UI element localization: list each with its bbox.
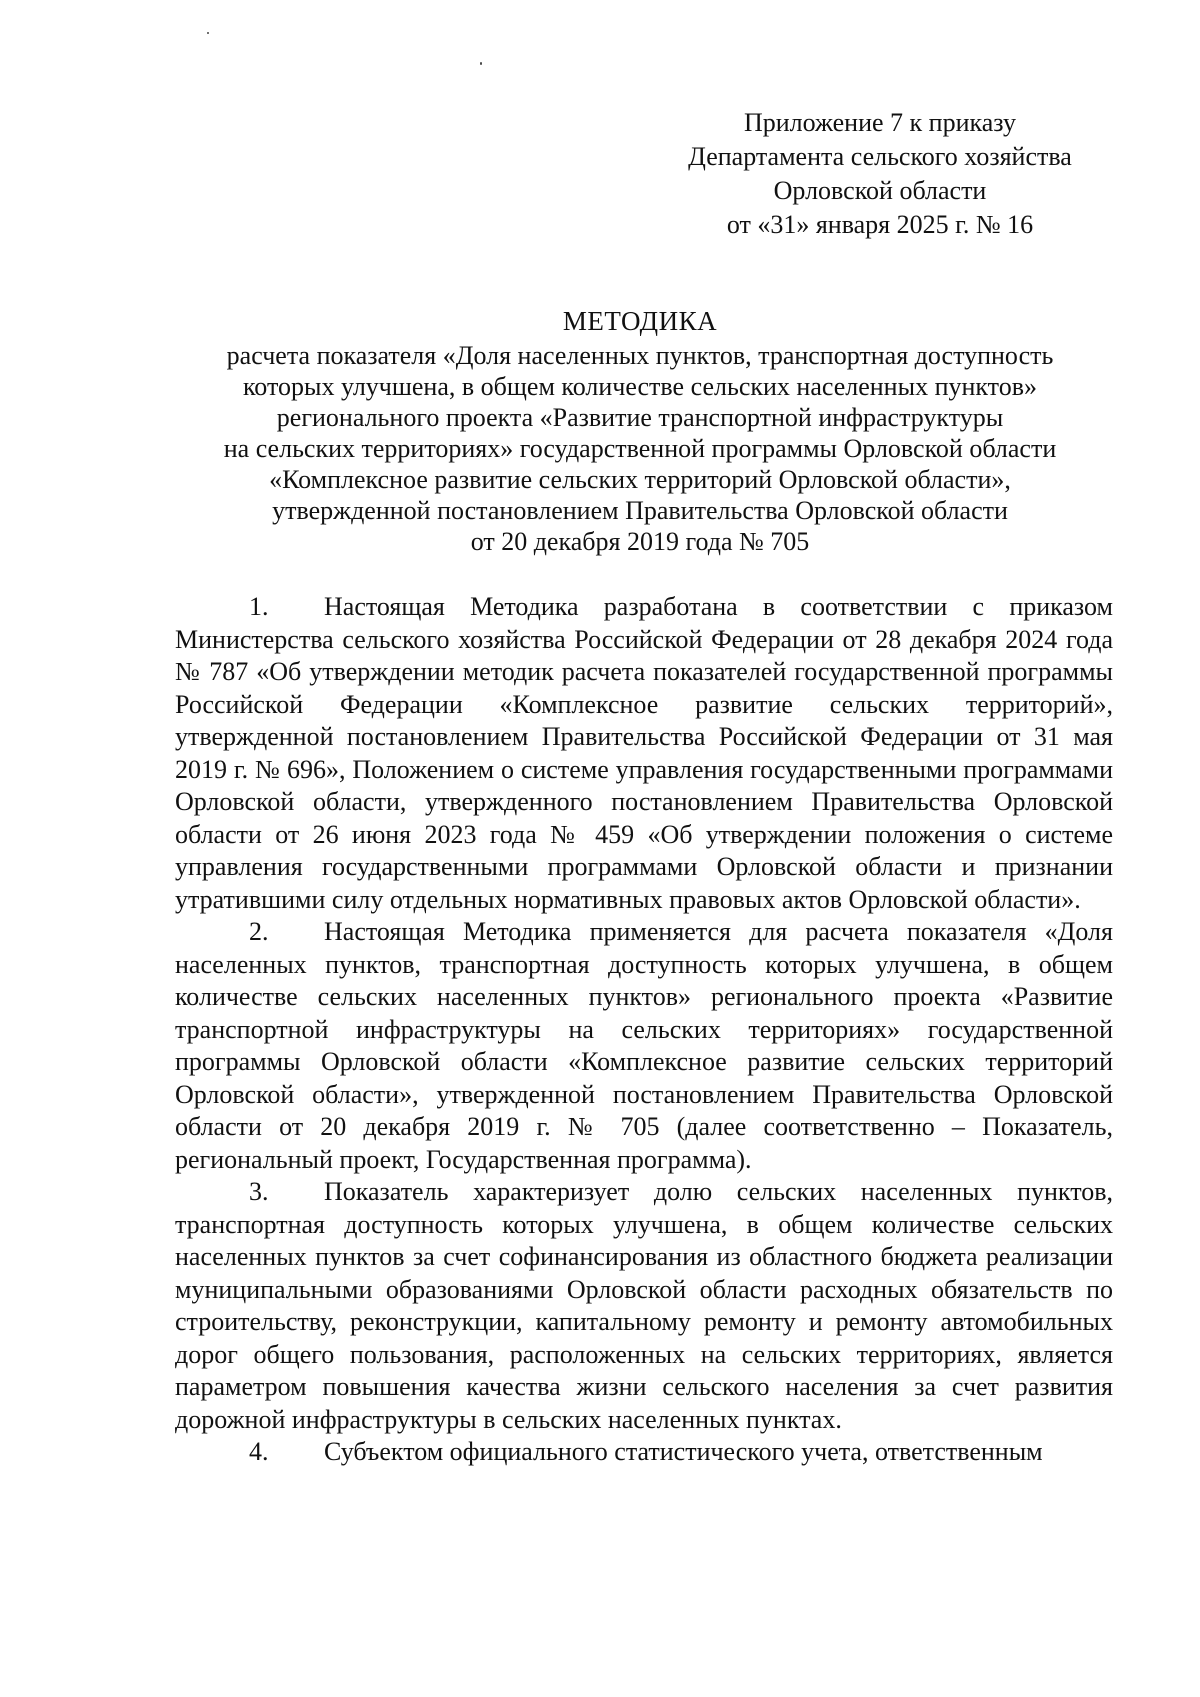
paragraph-3 xyxy=(175,1176,1113,1436)
document-body xyxy=(175,591,1113,1469)
scan-speck xyxy=(480,62,482,65)
appendix-line: Орловской области xyxy=(773,176,987,205)
paragraph-1 xyxy=(175,591,1113,916)
document-title-block xyxy=(150,306,1130,557)
title-line: утвержденной постановлением Правительства Орловской области xyxy=(272,496,1008,525)
appendix-block xyxy=(640,106,1120,242)
title-line: на сельских территориях» государственной программы Орловской области xyxy=(223,434,1057,463)
paragraph-number: 4. xyxy=(249,1437,269,1466)
appendix-line: Приложение 7 к приказу xyxy=(743,108,1016,137)
paragraph-text: Показатель характеризует долю сельских населенных пунктов, транспортная доступность которых улучшена, в общем количестве сельских населенных пунктов за счет софинансирования из областного бюджета реализации муниципальными образованиями Орловской области расходных обязательств по строительству, реконструкции, капитальному ремонту и ремонту автомобильных дорог общего пользования, расположенных на сельских территориях, является параметром повышения качества жизни сельского населения за счет развития дорожной инфраструктуры в сельских населенных пунктах. xyxy=(175,1177,1113,1434)
title-line: регионального проекта «Развитие транспортной инфраструктуры xyxy=(276,403,1004,432)
title-line: которых улучшена, в общем количестве сельских населенных пунктов» xyxy=(243,372,1037,401)
paragraph-number: 1. xyxy=(249,592,269,621)
paragraph-number: 2. xyxy=(249,917,269,946)
scan-speck xyxy=(207,32,209,34)
paragraph-number: 3. xyxy=(249,1177,269,1206)
document-heading: МЕТОДИКА xyxy=(562,306,718,336)
paragraph-text: Субъектом официального статистического учета, ответственным xyxy=(324,1437,1043,1466)
paragraph-4 xyxy=(175,1436,1113,1469)
appendix-line: Департамента сельского хозяйства xyxy=(688,142,1072,171)
title-line: «Комплексное развитие сельских территорий Орловской области», xyxy=(269,465,1011,494)
appendix-line: от «31» января 2025 г. № 16 xyxy=(726,210,1034,239)
title-line: расчета показателя «Доля населенных пунктов, транспортная доступность xyxy=(226,341,1054,370)
title-line: от 20 декабря 2019 года № 705 xyxy=(470,527,810,556)
paragraph-2 xyxy=(175,916,1113,1176)
paragraph-text: Настоящая Методика применяется для расчета показателя «Доля населенных пунктов, транспортная доступность которых улучшена, в общем количестве сельских населенных пунктов» регионального проекта «Развитие транспортной инфраструктуры на сельских территориях» государственной программы Орловской области «Комплексное развитие сельских территорий Орловской области», утвержденной постановлением Правительства Орловской области от 20 декабря 2019 г. № 705 (далее соответственно – Показатель, региональный проект, Государственная программа). xyxy=(175,917,1113,1174)
paragraph-text: Настоящая Методика разработана в соответствии с приказом Министерства сельского хозяйства Российской Федерации от 28 декабря 2024 года № 787 «Об утверждении методик расчета показателей государственной программы Российской Федерации «Комплексное развитие сельских территорий», утвержденной постановлением Правительства Российской Федерации от 31 мая 2019 г. № 696», Положением о системе управления государственными программами Орловской области, утвержденного постановлением Правительства Орловской области от 26 июня 2023 года № 459 «Об утверждении положения о системе управления государственными программами Орловской области и признании утратившими силу отдельных нормативных правовых актов Орловской области». xyxy=(175,592,1113,914)
